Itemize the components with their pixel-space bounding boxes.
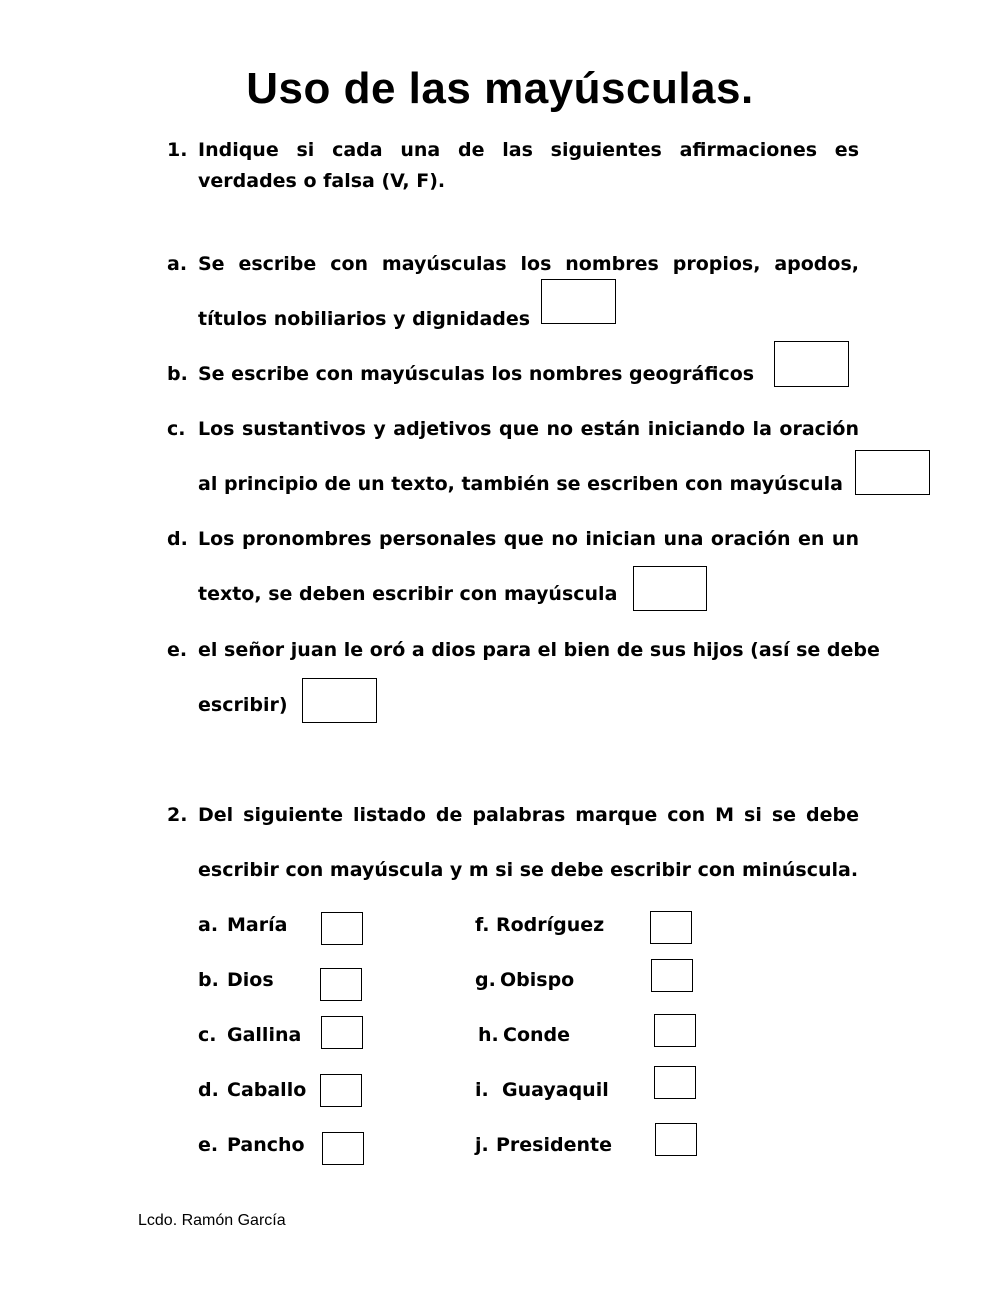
q2-word-g-box[interactable] (651, 959, 693, 992)
q2-word-j-box[interactable] (655, 1123, 697, 1156)
q2-word-g: Obispo (500, 969, 575, 991)
q1-item-d-letter: d. (167, 528, 188, 550)
q2-word-a: María (227, 914, 288, 936)
q1-number: 1. (167, 139, 188, 161)
q2-word-f-letter: f. (475, 914, 490, 936)
q2-word-j-letter: j. (475, 1134, 489, 1156)
q2-word-a-box[interactable] (321, 912, 363, 945)
q1-item-c-answer-box[interactable] (855, 450, 930, 495)
q2-word-e: Pancho (227, 1134, 305, 1156)
q1-item-e-letter: e. (167, 639, 188, 661)
q2-word-d-letter: d. (198, 1079, 219, 1101)
q2-word-c-letter: c. (198, 1024, 217, 1046)
q1-instruction-line2: verdades o falsa (V, F). (198, 170, 446, 192)
q1-item-a-line1: Se escribe con mayúsculas los nombres propios, apodos, (198, 253, 859, 275)
q1-item-a-answer-box[interactable] (541, 279, 616, 324)
q2-word-i-box[interactable] (654, 1066, 696, 1099)
q1-item-c-letter: c. (167, 418, 186, 440)
q1-item-e-line2: escribir) (198, 694, 288, 716)
q1-instruction-line1: Indique si cada una de las siguientes afirmaciones es (198, 139, 859, 161)
q1-item-b-answer-box[interactable] (774, 341, 849, 387)
q1-item-d-line1: Los pronombres personales que no inician una oración en un (198, 528, 859, 550)
q2-word-d-box[interactable] (320, 1074, 362, 1107)
q2-number: 2. (167, 804, 188, 826)
q2-word-c: Gallina (227, 1024, 302, 1046)
q1-item-d-line2: texto, se deben escribir con mayúscula (198, 583, 618, 605)
q2-word-e-letter: e. (198, 1134, 219, 1156)
q2-word-d: Caballo (227, 1079, 307, 1101)
q1-item-a-letter: a. (167, 253, 188, 275)
q2-word-b: Dios (227, 969, 274, 991)
q2-word-h-letter: h. (478, 1024, 499, 1046)
q1-item-c-line2: al principio de un texto, también se escriben con mayúscula (198, 473, 843, 495)
q2-word-f-box[interactable] (650, 911, 692, 944)
q1-item-e-line1: el señor juan le oró a dios para el bien de sus hijos (así se debe (198, 639, 880, 661)
q2-word-f: Rodríguez (496, 914, 605, 936)
q2-word-b-letter: b. (198, 969, 219, 991)
q2-word-a-letter: a. (198, 914, 219, 936)
q2-word-h: Conde (503, 1024, 571, 1046)
q2-word-h-box[interactable] (654, 1014, 696, 1047)
q2-word-j: Presidente (496, 1134, 612, 1156)
q2-word-i-letter: i. (475, 1079, 489, 1101)
q1-item-e-answer-box[interactable] (302, 678, 377, 723)
q1-item-c-line1: Los sustantivos y adjetivos que no están iniciando la oración (198, 418, 859, 440)
author-footer: Lcdo. Ramón García (138, 1212, 286, 1229)
q2-instruction-line2: escribir con mayúscula y m si se debe escribir con minúscula. (198, 859, 859, 881)
q2-instruction-line1: Del siguiente listado de palabras marque con M si se debe (198, 804, 859, 826)
q2-word-c-box[interactable] (321, 1016, 363, 1049)
q1-item-a-line2: títulos nobiliarios y dignidades (198, 308, 531, 330)
page-title: Uso de las mayúsculas. (246, 64, 754, 113)
q1-item-b-line1: Se escribe con mayúsculas los nombres geográficos (198, 363, 755, 385)
q1-item-d-answer-box[interactable] (633, 566, 707, 611)
q1-item-b-letter: b. (167, 363, 188, 385)
q2-word-b-box[interactable] (320, 968, 362, 1001)
q2-word-e-box[interactable] (322, 1132, 364, 1165)
q2-word-i: Guayaquil (502, 1079, 609, 1101)
q2-word-g-letter: g. (475, 969, 496, 991)
